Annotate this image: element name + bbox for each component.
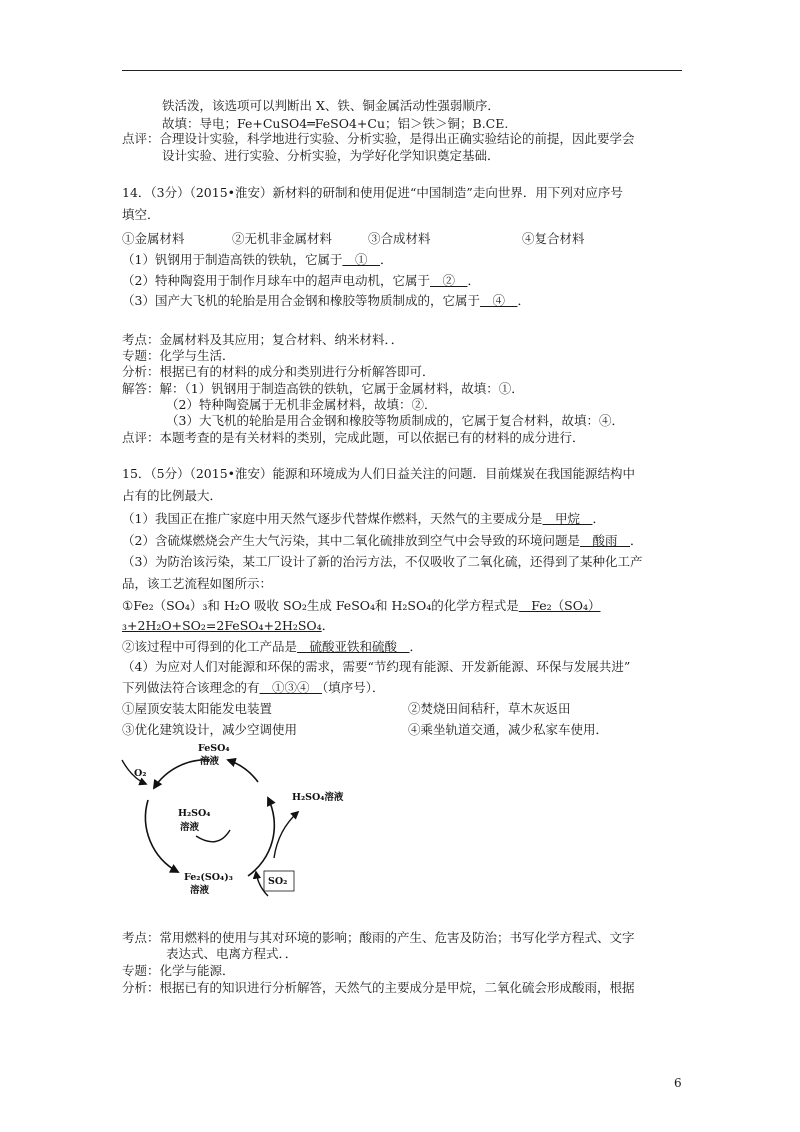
solution-line: 解答：解：（1）钒钢用于制造高铁的铁轨，它属于金属材料，故填：①． [122, 381, 524, 396]
header-rule [122, 70, 682, 71]
cycle-arrow [145, 800, 178, 872]
feso4-label: FeSO₄ [198, 743, 230, 754]
solution-label: 溶液 [200, 756, 220, 767]
question-15-heading: 15．（5分）（2015•淮安）能源和环境成为人们日益关注的问题．目前煤炭在我国能源结构中 [122, 466, 636, 481]
answer-blank: ①③④ [259, 680, 323, 695]
option-item: ②焚烧田间秸秆，草木灰返田 [408, 701, 571, 716]
cycle-arrow [228, 760, 258, 782]
comment-line: 点评：本题考查的是有关材料的类别，完成此题，可以依据已有的材料的成分进行． [122, 430, 585, 445]
sub-question [122, 273, 480, 289]
punct: ． [517, 293, 530, 308]
option-item: ③合成材料 [368, 231, 431, 246]
topic: 专题：化学与生活． [122, 348, 235, 363]
so2-label: SO₂ [268, 876, 288, 887]
key-point: 考点：常用燃料的使用与其对环境的影响；酸雨的产生、危害及防治；书写化学方程式、文字 [122, 930, 635, 945]
sub-question-text: 下列做法符合该理念的有 [122, 680, 260, 695]
sub-question-text: （4）为应对人们对能源和环保的需求，需要“节约现有能源、开发新能源、环保与发展共进” [122, 659, 631, 674]
option-item: ③优化建筑设计，减少空调使用 [122, 722, 298, 737]
key-point: 表达式、电离方程式．． [166, 946, 298, 961]
answer-blank: ② [429, 273, 468, 288]
sub-question [122, 252, 393, 268]
h2so4-inner-label: H₂SO₄ [178, 808, 211, 819]
so2-arrow [256, 872, 268, 896]
option-item: ④乘坐轨道交通，减少私家车使用． [408, 722, 609, 737]
equation-question [122, 598, 600, 614]
sub-question-text: ①Fe₂（SO₄）₃和 H₂O 吸收 SO₂生成 FeSO₄和 H₂SO₄的化学方程式是 [122, 598, 519, 613]
inner-arrow [196, 830, 230, 842]
punct: ． [629, 533, 643, 548]
sub-question-text: （填序号）． [322, 680, 385, 695]
product-arrow [274, 812, 298, 858]
option-item: ④复合材料 [522, 231, 585, 246]
sub-question-text: （1）钒钢用于制造高铁的铁轨，它属于 [122, 252, 343, 267]
sub-question [122, 639, 422, 655]
sub-question [122, 511, 605, 527]
punct: ． [409, 639, 423, 654]
key-point: 考点：金属材料及其应用；复合材料、纳米材料．． [122, 332, 404, 347]
question-14-heading: 填空． [122, 207, 160, 222]
topic: 专题：化学与能源． [122, 963, 235, 978]
o2-label: O₂ [134, 768, 147, 779]
text-line: 故填：导电；Fe+CuSO4═FeSO4+Cu；铝＞铁＞铜；B.CE. [162, 116, 509, 131]
question-15-heading: 占有的比例最大． [122, 488, 223, 503]
sub-question-text: （2）特种陶瓷用于制作月球车中的超声电动机，它属于 [122, 273, 430, 288]
option-item: ①屋顶安装太阳能发电装置 [122, 701, 273, 716]
solution-label: 溶液 [180, 822, 200, 833]
sub-question-text: （2）含硫煤燃烧会产生大气污染，其中二氧化硫排放到空气中会导致的环境问题是 [122, 533, 580, 548]
punct: ． [321, 618, 335, 633]
question-14-heading: 14．（3分）（2015•淮安）新材料的研制和使用促进“中国制造”走向世界．用下列对应序号 [122, 185, 623, 200]
analysis: 分析：根据已有的材料的成分和类别进行分析解答即可． [122, 364, 435, 379]
analysis: 分析：根据已有的知识进行分析解答，天然气的主要成分是甲烷，二氧化硫会形成酸雨，根据 [122, 980, 635, 995]
answer-blank: ④ [479, 293, 518, 308]
sub-question [122, 533, 643, 549]
answer-blank: 甲烷 [542, 511, 593, 526]
solution-line: （3）大飞机的轮胎是用合金钢和橡胶等物质制成的，它属于复合材料，故填：④． [166, 413, 624, 428]
comment-line: 点评：合理设计实验，科学地进行实验、分析实验，是得出正确实验结论的前提，因此要学会 [122, 131, 635, 146]
sub-question-text: 品，该工艺流程如图所示： [122, 576, 273, 591]
process-cycle-diagram [118, 738, 344, 898]
text-line: 设计实验、进行实验、分析实验，为学好化学知识奠定基础． [162, 148, 500, 163]
text-line: 铁活泼，该选项可以判断出 X、铁、铜金属活动性强弱顺序． [162, 98, 500, 113]
page-number: 6 [674, 1076, 682, 1090]
cycle-arrow [248, 798, 274, 876]
answer-blank: ₃+2H₂O+SO₂=2FeSO₄+2H₂SO₄ [122, 618, 322, 633]
sub-question-text: （3）国产大飞机的轮胎是用合金钢和橡胶等物质制成的，它属于 [122, 293, 480, 308]
answer-blank: 硫酸亚铁和硫酸 [297, 639, 410, 654]
fe2so43-label: Fe₂(SO₄)₃ [184, 872, 233, 883]
solution-line: （2）特种陶瓷属于无机非金属材料，故填：②． [166, 397, 437, 412]
sub-question [122, 293, 530, 309]
option-item: ①金属材料 [122, 231, 185, 246]
sub-question-text: （3）为防治该污染，某工厂设计了新的治污方法，不仅吸收了二氧化硫，还得到了某种化工产 [122, 554, 643, 569]
sub-question [122, 680, 385, 696]
sub-question-text: （1）我国正在推广家庭中用天然气逐步代替煤作燃料，天然气的主要成分是 [122, 511, 543, 526]
h2so4-product-label: H₂SO₄溶液 [292, 792, 344, 803]
equation-answer [122, 618, 334, 634]
punct: ． [592, 511, 605, 526]
answer-blank: ① [342, 252, 380, 267]
punct: ． [467, 273, 480, 288]
solution-label: 溶液 [190, 885, 210, 896]
option-item: ②无机非金属材料 [232, 231, 333, 246]
answer-blank: Fe₂（SO₄） [518, 598, 601, 613]
punct: ． [379, 252, 393, 267]
answer-blank: 酸雨 [579, 533, 630, 548]
sub-question-text: ②该过程中可得到的化工产品是 [122, 639, 298, 654]
